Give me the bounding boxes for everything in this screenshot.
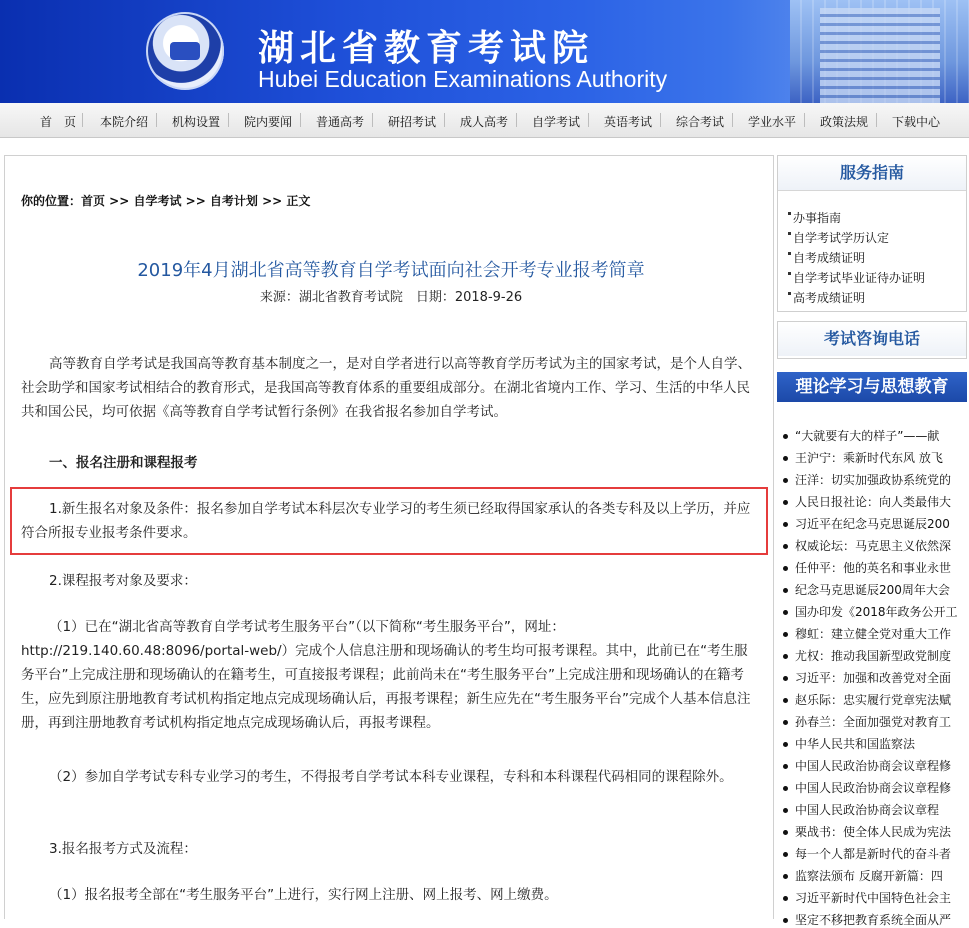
service-item[interactable]: 自考成绩证明 <box>788 249 865 266</box>
nav-academic-level[interactable]: 学业水平 <box>748 115 797 129</box>
section-heading: 一、报名注册和课程报考 <box>49 455 198 471</box>
service-item[interactable]: 办事指南 <box>788 209 841 226</box>
news-item[interactable]: 中国人民政治协商会议章程修 <box>783 779 965 796</box>
news-item[interactable]: 国办印发《2018年政务公开工 <box>783 603 965 620</box>
news-item[interactable]: 纪念马克思诞辰200周年大会 <box>783 581 965 598</box>
header-banner <box>0 0 969 103</box>
consult-phone-title[interactable]: 考试咨询电话 <box>778 322 966 356</box>
article-source: 来源：湖北省教育考试院 日期：2018-9-26 <box>259 290 523 305</box>
news-item[interactable]: 穆虹：建立健全党对重大工作 <box>783 625 965 642</box>
news-item[interactable]: 每一个人都是新时代的奋斗者 <box>783 845 965 862</box>
news-item[interactable]: 人民日报社论：向人类最伟大 <box>783 493 965 510</box>
article-paragraph: （1）报名报考全部在“考生服务平台”上进行，实行网上注册、网上报考、网上缴费。 <box>49 887 558 903</box>
news-item[interactable]: 习近平在纪念马克思诞辰200 <box>783 515 965 532</box>
news-item[interactable]: 中华人民共和国监察法 <box>783 735 965 752</box>
news-item[interactable]: 坚定不移把教育系统全面从严 <box>783 911 965 928</box>
nav-about[interactable]: 本院介绍 <box>100 115 149 129</box>
article-title: 2019年4月湖北省高等教育自学考试面向社会开考专业报考简章 <box>137 260 645 281</box>
news-item[interactable]: 孙春兰：全面加强党对教育工 <box>783 713 965 730</box>
news-item[interactable]: 中国人民政治协商会议章程 <box>783 801 965 818</box>
sidebar <box>777 155 967 927</box>
news-item[interactable]: 赵乐际：忠实履行党章宪法赋 <box>783 691 965 708</box>
hubei-exam-emblem <box>146 12 224 90</box>
site-title-en: Hubei Education Examinations Authority <box>258 66 668 92</box>
news-item[interactable]: 栗战书：使全体人民成为宪法 <box>783 823 965 840</box>
nav-home[interactable]: 首 页 <box>40 115 77 129</box>
breadcrumb: 你的位置：首页 >> 自学考试 >> 自考计划 >> 正文 <box>21 194 311 208</box>
article-paragraph: 高等教育自学考试是我国高等教育基本制度之一，是对自学者进行以高等教育学历考试为主的国家考试，是个人自学、社会助学和国家考试相结合的教育形式，是我国高等教育体系的重要组成部分。在湖北省境内工作、学习、生活的中华人民共和国公民，均可依据《高等教育自学考试暂行条例》在我省报名参加自学考试。 <box>21 356 751 420</box>
article-paragraph: 1.新生报名对象及条件：报名参加自学考试本科层次专业学习的考生须已经取得国家承认的各类专科及以上学历，并应符合所报专业报考条件要求。 <box>21 501 751 541</box>
article-paragraph: （1）已在“湖北省高等教育自学考试考生服务平台”（以下简称“考生服务平台”，网址：http://219.140.60.48:8096/portal-web/）完成个人信息注册和现场确认的考生均可报考课程。其中，此前已在“考生服务平台”上完成注册和现场确认的在籍考生，可直接报考课程；此前尚未在“考生服务平台”上完成注册和现场确认的在籍考生，应先到原注册地教育考试机构指定地点完成现场确认后，再报考课程；新生应先在“考生服务平台”完成个人基本信息注册，再到注册地教育考试机构指定地点完成现场确认后，再报考课程。 <box>21 619 751 731</box>
nav-self-study-exam[interactable]: 自学考试 <box>532 115 581 129</box>
main-nav <box>0 103 969 138</box>
news-item[interactable]: 习近平新时代中国特色社会主 <box>783 889 965 906</box>
article-paragraph: 3.报名报考方式及流程： <box>49 841 197 857</box>
nav-download[interactable]: 下载中心 <box>892 115 941 129</box>
news-item[interactable]: 汪洋：切实加强政协系统党的 <box>783 471 965 488</box>
nav-structure[interactable]: 机构设置 <box>172 115 221 129</box>
nav-gaokao[interactable]: 普通高考 <box>316 115 365 129</box>
nav-news[interactable]: 院内要闻 <box>244 115 293 129</box>
article-paragraph: 2.课程报考对象及要求： <box>49 573 197 589</box>
service-item[interactable]: 高考成绩证明 <box>788 289 865 306</box>
nav-adult-exam[interactable]: 成人高考 <box>460 115 509 129</box>
news-item[interactable]: 习近平：加强和改善党对全面 <box>783 669 965 686</box>
nav-policy[interactable]: 政策法规 <box>820 115 869 129</box>
site-title-cn: 湖北省教育考试院 <box>258 28 595 69</box>
nav-comprehensive-exam[interactable]: 综合考试 <box>676 115 725 129</box>
service-item[interactable]: 自学考试学历认定 <box>788 229 889 246</box>
consult-phone-box <box>777 321 967 359</box>
service-guide-box <box>777 155 967 312</box>
news-item[interactable]: 王沪宁：乘新时代东风 放飞 <box>783 449 965 466</box>
nav-english-exam[interactable]: 英语考试 <box>604 115 653 129</box>
nav-graduate-exam[interactable]: 研招考试 <box>388 115 437 129</box>
news-item[interactable]: 中国人民政治协商会议章程修 <box>783 757 965 774</box>
news-item[interactable]: 权威论坛：马克思主义依然深 <box>783 537 965 554</box>
building-photo <box>790 0 969 103</box>
service-item[interactable]: 自学考试毕业证待办证明 <box>788 269 925 286</box>
article-paragraph: （2）参加自学考试专科专业学习的考生，不得报考自学考试本科专业课程，专科和本科课程代码相同的课程除外。 <box>49 769 733 785</box>
news-item[interactable]: 尤权：推动我国新型政党制度 <box>783 647 965 664</box>
service-guide-title: 服务指南 <box>778 156 966 191</box>
news-item[interactable]: “大就要有大的样子”——献 <box>783 427 965 444</box>
theory-study-title[interactable]: 理论学习与思想教育 <box>777 372 967 402</box>
news-item[interactable]: 监察法颁布 反腐开新篇：四 <box>783 867 965 884</box>
news-item[interactable]: 任仲平：他的英名和事业永世 <box>783 559 965 576</box>
